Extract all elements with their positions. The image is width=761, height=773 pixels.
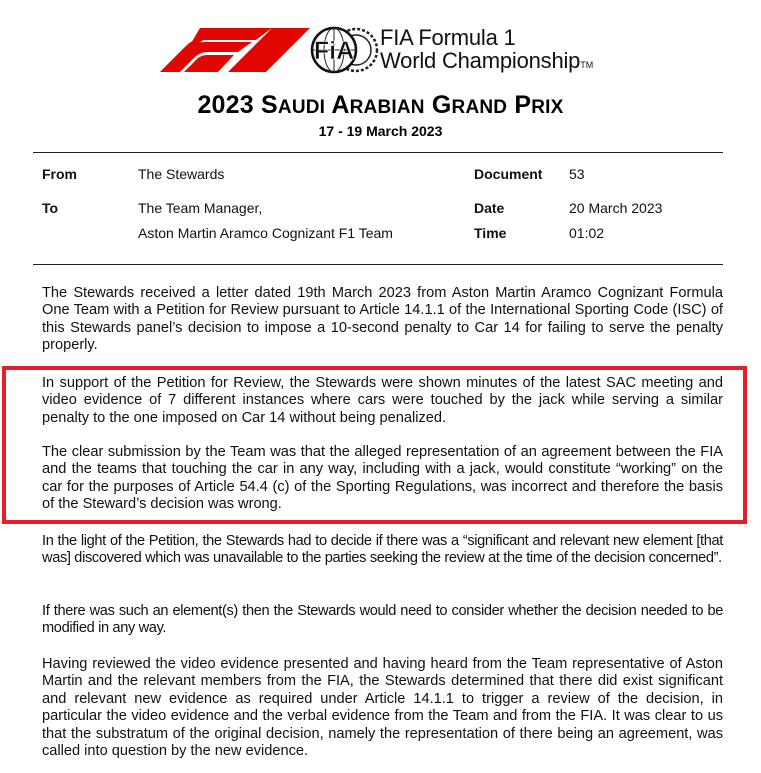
title-word-saudi: SAUDI — [261, 91, 326, 119]
logo-wordmark — [380, 26, 593, 77]
fia-badge-icon — [310, 25, 380, 75]
document-label: Document — [474, 166, 543, 182]
date-value: 20 March 2023 — [569, 200, 663, 216]
title-word-prix: PRIX — [514, 91, 564, 119]
paragraph-5: If there was such an element(s) then the Stewards would need to consider whether the decision needed to be modified in any way. — [42, 603, 723, 637]
from-label: From — [42, 166, 77, 182]
logo-line-2: World Championship — [380, 48, 581, 73]
event-dates: 17 - 19 March 2023 — [318, 123, 443, 139]
title-word-arabian: ARABIAN — [331, 91, 425, 119]
f1-logo-icon — [160, 28, 310, 72]
fia-badge-text: FiA — [313, 37, 355, 65]
paragraph-2: In support of the Petition for Review, the Stewards were shown minutes of the latest SAC meeting and video evidence of 7 different instances where cars were touched by the jack while serving a similar penalty to the one imposed on Car 14 without being penalized. — [42, 375, 723, 426]
to-value-line2: Aston Martin Aramco Cognizant F1 Team — [138, 225, 393, 241]
paragraph-6: Having reviewed the video evidence presented and having heard from the Team representative of Aston Martin and the relevant members from the FIA, the Stewards determined that there did exist significant and relevant new evidence as required under Article 14.1.1 to trigger a review of the decision, in particular the video evidence and the verbal evidence from the Team and from the FIA. It was clear to us that the substratum of the original decision, namely the representation of there being an agreement, was called into question by the new evidence. — [42, 656, 723, 760]
title-word-grand: GRAND — [431, 91, 508, 119]
paragraph-3: The clear submission by the Team was that the alleged representation of an agreement between the FIA and the teams that touching the car in any way, including with a jack, would constitute “working” on the car for the purposes of Article 54.4 (c) of the Sporting Regulations, was incorrect and therefore the basis of the Steward’s decision was wrong. — [42, 444, 723, 513]
title-year: 2023 — [197, 91, 254, 119]
paragraph-1: The Stewards received a letter dated 19th March 2023 from Aston Martin Aramco Cognizant Formula One Team with a Petition for Review pursuant to Article 14.1.1 of the International Sporting Code (ISC) of this Stewards panel’s decision to impose a 10-second penalty to Car 14 for failing to serve the penalty properly. — [42, 285, 723, 354]
paragraph-4: In the light of the Petition, the Stewards had to decide if there was a “significant and relevant new element [that was] discovered which was unavailable to the parties seeking the review at the time of the decision concerned”. — [42, 533, 723, 567]
top-divider — [33, 152, 723, 153]
time-value: 01:02 — [569, 225, 605, 241]
logo-line-1: FIA Formula 1 — [380, 25, 516, 50]
f1-fia-logo — [160, 22, 620, 78]
event-title — [0, 91, 761, 120]
time-label: Time — [474, 225, 507, 241]
document-value: 53 — [569, 166, 585, 182]
date-label: Date — [474, 200, 505, 216]
from-value: The Stewards — [138, 166, 225, 182]
to-label: To — [42, 200, 59, 216]
to-value-line1: The Team Manager, — [138, 200, 263, 216]
trademark: TM — [580, 60, 594, 70]
bottom-divider — [33, 264, 723, 265]
